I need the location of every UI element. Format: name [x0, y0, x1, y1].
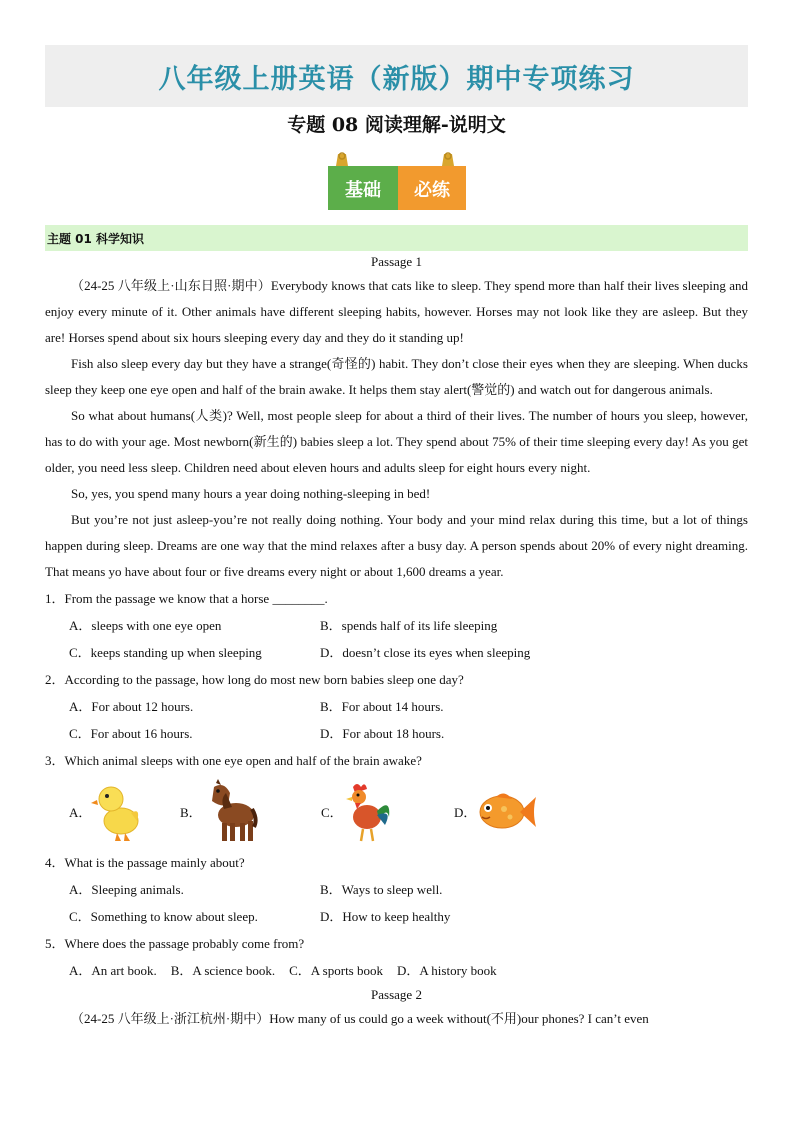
question-5-option-d: D．A history book [397, 963, 497, 978]
question-2-stem: 2．According to the passage, how long do most new born babies sleep one day? [45, 672, 464, 687]
question-1-option-d: D．doesn’t close its eyes when sleeping [320, 645, 531, 660]
question-2-option-a: A．For about 12 hours. [69, 699, 194, 714]
binder-clip-icon [336, 153, 348, 166]
passage-2-title: Passage 2 [371, 987, 422, 1002]
basic-practice-badge [326, 152, 468, 212]
question-4-stem: 4．What is the passage mainly about? [45, 855, 245, 870]
passage-paragraph: （24-25 八年级上·山东日照·期中）Everybody knows that cats like to sleep. They spend more than half their lives sleeping and enjoy every minute of it. Other animals have different sleeping habits, however. Horses may not look like they are asleep. But they are! Horses spend about six hours sleeping every day and they do it standing up! [45, 278, 748, 345]
question-1-option-b: B．spends half of its life sleeping [320, 618, 498, 633]
question-3-option-c [321, 781, 454, 843]
passage-paragraph: But you’re not just asleep-you’re not really doing nothing. Your body and your mind relax during this time, but a lot of things happen during sleep. Dreams are one way that the mind relaxes after a busy day. A person spends about 20% of every night dreaming. That means yo have about four or five dreams every night or about 1,600 dreams a year. [45, 512, 748, 579]
badge-right-text: 必练 [414, 180, 450, 201]
topic-bar [45, 225, 748, 251]
passage-paragraph: So what about humans(人类)? Well, most people sleep for about a third of their lives. The number of hours you sleep, however, has to do with your age. Most newborn(新生的) babies sleep a lot. They spend about 75% of their time sleeping every day! As you get older, you need less sleep. Children need about eleven hours and adults sleep for eight hours every night. [45, 408, 748, 475]
question-1-option-c: C．keeps standing up when sleeping [69, 645, 262, 660]
question-1-option-a: A．sleeps with one eye open [69, 618, 222, 633]
rooster-icon [343, 781, 393, 843]
page-subtitle: 专题 08 阅读理解-说明文 [287, 114, 506, 136]
header-banner [45, 45, 748, 107]
question-5-option-c: C．A sports book [289, 963, 383, 978]
passage-1-title: Passage 1 [371, 254, 422, 269]
question-5-option-a: A．An art book. [69, 963, 157, 978]
option-letter: C． [321, 805, 343, 820]
question-3-option-a [69, 781, 180, 843]
content [45, 251, 748, 1032]
badge-left-text: 基础 [345, 180, 381, 201]
question-4-option-b: B．Ways to sleep well. [320, 882, 443, 897]
question-5-stem: 5．Where does the passage probably come from? [45, 936, 305, 951]
option-letter: D． [454, 805, 477, 820]
binder-clip-icon [442, 153, 454, 166]
question-1-stem: 1．From the passage we know that a horse ________. [45, 591, 328, 606]
question-2-option-d: D．For about 18 hours. [320, 726, 445, 741]
question-3-stem: 3．Which animal sleeps with one eye open and half of the brain awake? [45, 753, 422, 768]
question-2-option-b: B．For about 14 hours. [320, 699, 444, 714]
question-2-option-c: C．For about 16 hours. [69, 726, 193, 741]
topic-label: 主题 01 科学知识 [47, 231, 145, 246]
question-4-option-c: C．Something to know about sleep. [69, 909, 258, 924]
passage-paragraph: Fish also sleep every day but they have a strange(奇怪的) habit. They don’t close their eyes when they are sleeping. When ducks sleep they keep one eye open and half of the brain awake. It helps them stay alert(警觉的) and watch out for dangerous animals. [45, 356, 748, 397]
fish-icon [476, 787, 538, 837]
passage-2-intro: （24-25 八年级上·浙江杭州·期中）How many of us could go a week without(不用)our phones? I can’t even [71, 1011, 649, 1026]
option-letter: B． [180, 805, 202, 820]
question-3-option-d [454, 787, 538, 837]
option-letter: A． [69, 805, 92, 820]
passage-paragraph: So, yes, you spend many hours a year doing nothing-sleeping in bed! [71, 486, 431, 501]
question-5-option-b: B．A science book. [170, 963, 276, 978]
banner-title: 八年级上册英语（新版）期中专项练习 [158, 63, 635, 95]
question-3-option-b [180, 779, 321, 845]
horse-icon [202, 779, 258, 845]
question-4-option-d: D．How to keep healthy [320, 909, 451, 924]
duck-icon [91, 781, 143, 843]
question-4-option-a: A．Sleeping animals. [69, 882, 184, 897]
question-3-picture-options [45, 774, 748, 849]
